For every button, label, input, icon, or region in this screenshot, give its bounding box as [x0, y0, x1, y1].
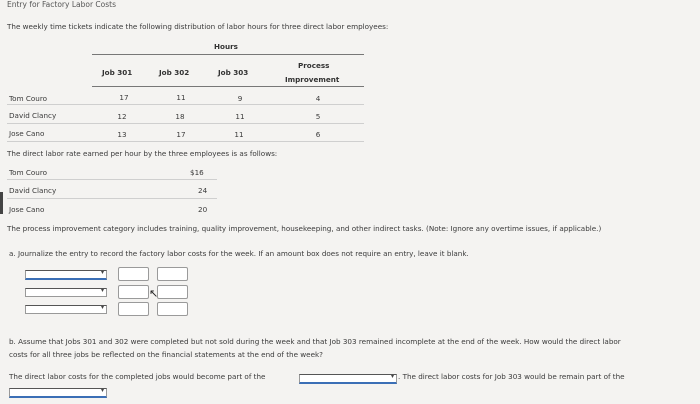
completed-jobs-select[interactable] — [299, 374, 397, 384]
rate-name: Jose Cano — [9, 205, 45, 214]
cell: 11 — [176, 93, 186, 102]
col-process: Process — [298, 61, 330, 70]
cell: 17 — [176, 130, 186, 139]
chevron-down-icon: ▾ — [100, 269, 104, 276]
note-text: The process improvement category includes training, quality improvement, housekeeping, and other indirect tasks. (Note: Ignore any overtime issues, if applicable.) — [7, 224, 602, 233]
rate-intro: The direct labor rate earned per hour by the three employees is as follows: — [7, 149, 278, 158]
cell: 12 — [117, 112, 127, 121]
chevron-down-icon: ▾ — [100, 387, 104, 394]
cell: 6 — [315, 130, 321, 139]
rate-name: David Clancy — [9, 186, 57, 195]
cell: 5 — [315, 112, 321, 121]
cell: 9 — [237, 94, 243, 103]
credit-amount-input[interactable] — [157, 267, 188, 281]
rate-value: 24 — [198, 186, 208, 195]
left-edge-marker — [0, 192, 3, 214]
cell: 4 — [315, 94, 321, 103]
column-header-rule — [92, 86, 364, 87]
col-job-303: Job 303 — [218, 68, 249, 77]
answer-middle: . The direct labor costs for Job 303 would be remain part of the — [398, 372, 625, 381]
answer-prefix: The direct labor costs for the completed jobs would become part of the — [9, 372, 266, 381]
rate-name: Tom Couro — [9, 168, 48, 177]
row-name: Tom Couro — [9, 94, 48, 103]
rate-value: 20 — [198, 205, 208, 214]
credit-amount-input[interactable] — [157, 285, 188, 299]
row-divider — [7, 179, 217, 180]
col-job-302: Job 302 — [159, 68, 190, 77]
part-a-instructions: a. Journalize the entry to record the factory labor costs for the week. If an amount box does not require an entry, leave it blank. — [9, 249, 469, 258]
part-b-line-2: costs for all three jobs be reflected on the financial statements at the end of the week? — [9, 350, 323, 359]
pointer-cursor-icon: ↖ — [149, 287, 159, 300]
job-303-select[interactable] — [9, 388, 107, 398]
row-name: David Clancy — [9, 111, 57, 120]
account-select[interactable] — [25, 288, 107, 297]
page-title: Entry for Factory Labor Costs — [7, 0, 116, 9]
rate-value: $16 — [190, 168, 204, 177]
account-select[interactable] — [25, 305, 107, 314]
col-job-301: Job 301 — [102, 68, 133, 77]
row-divider — [7, 123, 364, 124]
intro-text: The weekly time tickets indicate the following distribution of labor hours for three direct labor employees: — [7, 22, 389, 31]
chevron-down-icon: ▾ — [100, 304, 104, 311]
chevron-down-icon: ▾ — [100, 287, 104, 294]
row-divider — [7, 198, 217, 199]
row-name: Jose Cano — [9, 129, 45, 138]
account-select[interactable] — [25, 270, 107, 280]
debit-amount-input[interactable] — [118, 285, 149, 299]
cell: 11 — [234, 130, 244, 139]
cell: 11 — [235, 112, 245, 121]
debit-amount-input[interactable] — [118, 267, 149, 281]
debit-amount-input[interactable] — [118, 302, 149, 316]
cell: 18 — [175, 112, 185, 121]
cell: 17 — [119, 93, 129, 102]
cell: 13 — [117, 130, 127, 139]
row-divider — [7, 104, 364, 105]
credit-amount-input[interactable] — [157, 302, 188, 316]
col-improvement: Improvement — [285, 75, 340, 84]
chevron-down-icon: ▾ — [390, 373, 394, 380]
part-b-line-1: b. Assume that Jobs 301 and 302 were completed but not sold during the week and that Job 303 remained incomplete at the end of the week. How would the direct labor — [9, 337, 621, 346]
row-divider — [7, 141, 364, 142]
hours-header-rule — [92, 54, 364, 55]
hours-header: Hours — [214, 42, 238, 51]
